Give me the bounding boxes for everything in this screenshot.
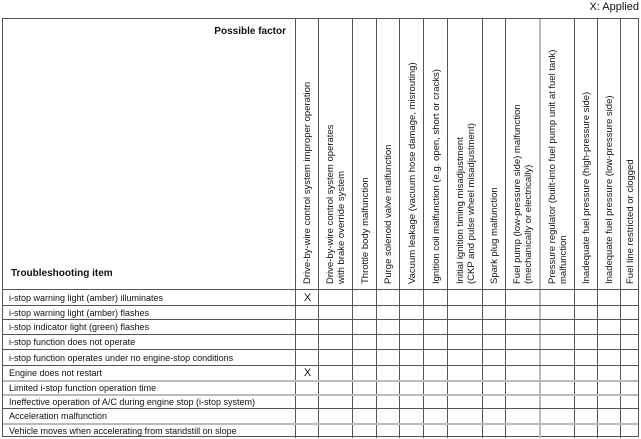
applied-mark-cell (575, 366, 598, 381)
factor-label: Drive-by-wire control system operates with brake override system (325, 124, 347, 284)
applied-mark-cell (483, 290, 506, 306)
applied-mark-cell (575, 335, 598, 350)
applied-mark-cell (377, 320, 400, 335)
factor-column-header (540, 19, 575, 289)
applied-mark-cell (621, 409, 640, 424)
factor-column-header (377, 19, 400, 289)
applied-mark-cell (598, 320, 621, 335)
applied-mark-cell (540, 335, 575, 350)
applied-mark-cell (296, 424, 319, 438)
applied-mark-cell (448, 395, 483, 409)
applied-mark-cell (424, 335, 448, 350)
applied-mark-cell (483, 366, 506, 381)
applied-mark-cell (319, 424, 353, 438)
factor-column-header (483, 19, 506, 289)
applied-mark-cell (296, 381, 319, 395)
applied-mark-cell (448, 335, 483, 350)
applied-mark-cell (296, 350, 319, 366)
applied-mark-cell (575, 424, 598, 438)
applied-mark-cell (448, 409, 483, 424)
applied-mark-cell (400, 335, 424, 350)
applied-mark-cell (400, 306, 424, 320)
factor-column-header (621, 19, 640, 289)
applied-mark-cell (540, 409, 575, 424)
applied-mark-cell: X (303, 367, 312, 379)
factor-column-header (296, 19, 319, 289)
applied-mark-cell (621, 395, 640, 409)
applied-mark-cell (483, 306, 506, 320)
troubleshooting-item: i-stop warning light (amber) flashes (9, 308, 150, 318)
applied-mark-cell (506, 306, 540, 320)
applied-mark-cell (506, 395, 540, 409)
applied-mark-cell (448, 381, 483, 395)
applied-mark-cell (424, 366, 448, 381)
factor-label: Throttle body malfunction (359, 177, 371, 284)
applied-mark-cell (400, 290, 424, 306)
applied-mark-cell (483, 409, 506, 424)
applied-mark-cell (540, 395, 575, 409)
troubleshooting-item: i-stop indicator light (green) flashes (9, 322, 150, 332)
applied-mark-cell (424, 395, 448, 409)
applied-mark-cell (621, 366, 640, 381)
applied-mark-cell (575, 350, 598, 366)
troubleshooting-table (2, 18, 639, 437)
applied-mark-cell (400, 381, 424, 395)
applied-mark-cell (598, 306, 621, 320)
troubleshooting-item: i-stop warning light (amber) illuminates (9, 293, 164, 303)
applied-mark-cell (621, 290, 640, 306)
applied-mark-cell (621, 320, 640, 335)
applied-mark-cell (483, 335, 506, 350)
applied-mark-cell (353, 350, 377, 366)
applied-mark-cell (483, 424, 506, 438)
applied-mark-cell (483, 381, 506, 395)
applied-mark-cell (353, 409, 377, 424)
applied-mark-cell (483, 320, 506, 335)
applied-mark-cell (621, 335, 640, 350)
applied-mark-cell (377, 366, 400, 381)
applied-mark-cell (400, 366, 424, 381)
applied-mark-cell (353, 335, 377, 350)
factor-label: Fuel line restricted or clogged (625, 159, 636, 284)
factor-label: Inadequate fuel pressure (low-pressure side) (604, 95, 615, 284)
applied-mark-cell (540, 424, 575, 438)
applied-mark-cell (377, 395, 400, 409)
factor-label: Spark plug malfunction (489, 187, 500, 284)
applied-mark-cell (377, 409, 400, 424)
applied-mark-cell (506, 320, 540, 335)
applied-mark-cell: X (303, 292, 312, 304)
applied-mark-cell (483, 395, 506, 409)
factor-column-header (400, 19, 424, 289)
troubleshooting-item: i-stop function does not operate (9, 337, 136, 347)
applied-mark-cell (296, 306, 319, 320)
applied-mark-cell (296, 320, 319, 335)
applied-mark-cell (540, 381, 575, 395)
troubleshooting-item: i-stop function operates under no engine-stop conditions (9, 353, 234, 363)
applied-mark-cell (621, 306, 640, 320)
applied-mark-cell (319, 335, 353, 350)
applied-mark-cell (575, 320, 598, 335)
factor-label: Initial ignition timing misadjustment (CKP and pulse wheel misadjustment) (454, 123, 477, 284)
applied-mark-cell (575, 395, 598, 409)
applied-mark-cell (598, 424, 621, 438)
applied-mark-cell (377, 306, 400, 320)
factor-column-header (319, 19, 353, 289)
applied-mark-cell (319, 395, 353, 409)
applied-mark-cell (506, 290, 540, 306)
applied-mark-cell (353, 381, 377, 395)
applied-mark-cell (575, 409, 598, 424)
applied-mark-cell (506, 335, 540, 350)
factor-label: Pressure regulator (built-into fuel pump unit at fuel tank) malfunction (546, 49, 569, 284)
troubleshooting-item: Acceleration malfunction (9, 411, 108, 421)
applied-mark-cell (353, 306, 377, 320)
applied-mark-cell (598, 290, 621, 306)
applied-mark-cell (540, 306, 575, 320)
applied-mark-cell (353, 395, 377, 409)
applied-mark-cell (319, 409, 353, 424)
applied-mark-cell (377, 381, 400, 395)
applied-mark-cell (448, 306, 483, 320)
factor-label: Vacuum leakage (vacuum hose damage, misrouting) (406, 62, 418, 284)
applied-mark-cell (296, 395, 319, 409)
applied-mark-cell (448, 424, 483, 438)
applied-mark-cell (575, 381, 598, 395)
applied-mark-cell (506, 366, 540, 381)
troubleshooting-item: Engine does not restart (9, 368, 103, 378)
applied-mark-cell (319, 320, 353, 335)
factor-column-header (506, 19, 540, 289)
legend-applied: X: Applied (589, 1, 639, 13)
applied-mark-cell (483, 350, 506, 366)
applied-mark-cell (296, 409, 319, 424)
applied-mark-cell (353, 320, 377, 335)
applied-mark-cell (400, 350, 424, 366)
applied-mark-cell (353, 290, 377, 306)
applied-mark-cell (621, 350, 640, 366)
applied-mark-cell (377, 290, 400, 306)
applied-mark-cell (424, 409, 448, 424)
applied-mark-cell (424, 424, 448, 438)
factor-label: Fuel pump (low-pressure side) malfunction (mechanically or electrically) (512, 104, 534, 284)
applied-mark-cell (424, 350, 448, 366)
applied-mark-cell (598, 381, 621, 395)
applied-mark-cell (400, 395, 424, 409)
applied-mark-cell (621, 424, 640, 438)
applied-mark-cell (319, 350, 353, 366)
factor-column-header (598, 19, 621, 289)
applied-mark-cell (424, 320, 448, 335)
applied-mark-cell (319, 306, 353, 320)
applied-mark-cell (400, 409, 424, 424)
applied-mark-cell (575, 290, 598, 306)
applied-mark-cell (448, 350, 483, 366)
factor-column-header (448, 19, 483, 289)
applied-mark-cell (448, 320, 483, 335)
applied-mark-cell (377, 350, 400, 366)
factor-label: Inadequate fuel pressure (high-pressure side) (581, 91, 592, 284)
applied-mark-cell (424, 306, 448, 320)
applied-mark-cell (296, 335, 319, 350)
applied-mark-cell (621, 381, 640, 395)
applied-mark-cell (319, 381, 353, 395)
applied-mark-cell (506, 409, 540, 424)
applied-mark-cell (598, 395, 621, 409)
applied-mark-cell (598, 350, 621, 366)
applied-mark-cell (377, 335, 400, 350)
factor-column-header (424, 19, 448, 289)
factor-label: Drive-by-wire control system improper operation (302, 81, 313, 284)
applied-mark-cell (353, 366, 377, 381)
applied-mark-cell (598, 366, 621, 381)
troubleshooting-item-header: Troubleshooting item (11, 268, 113, 279)
applied-mark-cell (400, 424, 424, 438)
factor-label: Ignition coil malfunction (e.g. open, short or cracks) (430, 69, 442, 284)
applied-mark-cell (540, 320, 575, 335)
applied-mark-cell (319, 290, 353, 306)
applied-mark-cell (448, 366, 483, 381)
applied-mark-cell (506, 424, 540, 438)
applied-mark-cell (575, 306, 598, 320)
possible-factor-header: Possible factor (214, 26, 286, 37)
applied-mark-cell (506, 381, 540, 395)
troubleshooting-item: Vehicle moves when accelerating from standstill on slope (9, 426, 237, 436)
applied-mark-cell (448, 290, 483, 306)
applied-mark-cell (319, 366, 353, 381)
applied-mark-cell (540, 290, 575, 306)
applied-mark-cell (598, 409, 621, 424)
applied-mark-cell (424, 381, 448, 395)
applied-mark-cell (377, 424, 400, 438)
factor-column-header (353, 19, 377, 289)
applied-mark-cell (400, 320, 424, 335)
factor-label: Purge solenoid valve malfunction (383, 144, 394, 284)
applied-mark-cell (540, 350, 575, 366)
applied-mark-cell (540, 366, 575, 381)
applied-mark-cell (424, 290, 448, 306)
factor-column-header (575, 19, 598, 289)
troubleshooting-item: Ineffective operation of A/C during engine stop (i-stop system) (9, 397, 255, 407)
applied-mark-cell (598, 335, 621, 350)
troubleshooting-item: Limited i-stop function operation time (9, 383, 157, 393)
applied-mark-cell (353, 424, 377, 438)
applied-mark-cell (506, 350, 540, 366)
